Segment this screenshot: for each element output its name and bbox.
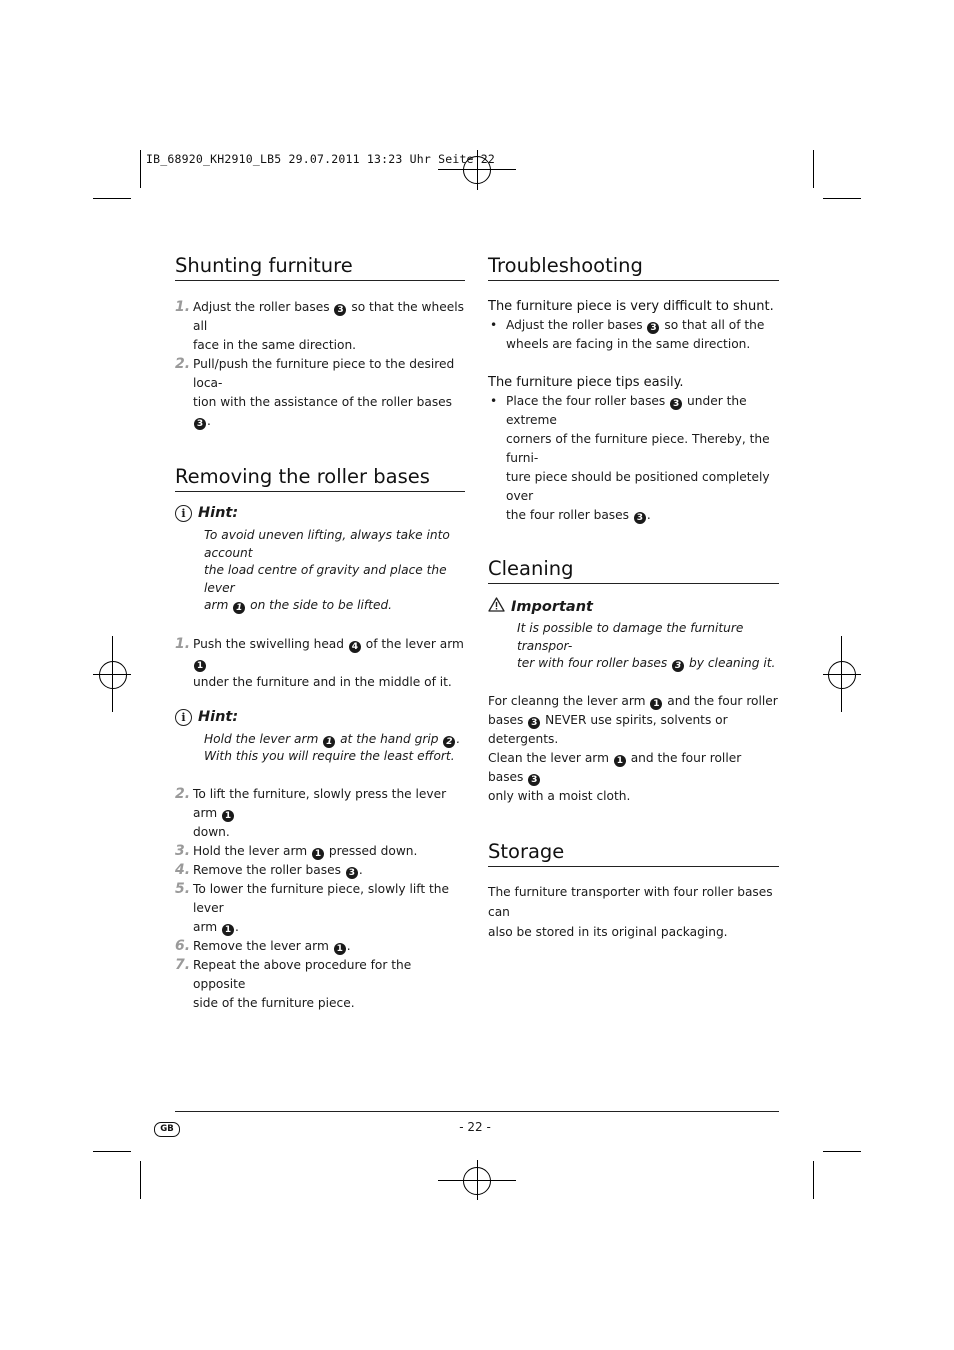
footer-rule bbox=[175, 1111, 779, 1112]
reference-number-badge: 2 bbox=[443, 736, 455, 748]
print-slug-line: IB_68920_KH2910_LB5 29.07.2011 13:23 Uhr Seite 22 bbox=[146, 152, 496, 166]
crop-mark bbox=[823, 1151, 861, 1152]
language-badge: GB bbox=[154, 1122, 180, 1137]
important-heading: Important bbox=[488, 597, 779, 615]
list-item: 6. Remove the lever arm 1 . bbox=[175, 937, 351, 954]
reference-number-badge: 1 bbox=[222, 810, 234, 822]
list-item: • Place the four roller bases 3 under the extreme corners of the furniture piece. Thereby, the furni- ture piece should be positioned completely over the four roller bases 3 . bbox=[488, 392, 779, 525]
section-heading-removing: Removing the roller bases bbox=[175, 465, 465, 492]
left-column bbox=[175, 254, 465, 1013]
step-number: 2. bbox=[175, 785, 191, 802]
right-column bbox=[488, 254, 779, 942]
step-number: 1. bbox=[175, 299, 191, 315]
hint-text: Hold the lever arm 1 at the hand grip 2 . With this you will require the least effort. bbox=[204, 731, 461, 763]
crop-mark bbox=[813, 1161, 814, 1199]
step-number: 5. bbox=[175, 880, 191, 897]
section-heading-storage: Storage bbox=[488, 840, 779, 867]
registration-mark-line bbox=[477, 1160, 478, 1200]
step-number: 3. bbox=[175, 842, 191, 859]
list-item: • Adjust the roller bases 3 so that all of the wheels are facing in the same direction. bbox=[488, 316, 779, 354]
reference-number-badge: 3 bbox=[670, 398, 682, 410]
hint-heading: i Hint: bbox=[175, 709, 465, 726]
reference-number-badge: 1 bbox=[233, 602, 245, 614]
reference-number-badge: 4 bbox=[349, 641, 361, 653]
list-item: 3. Hold the lever arm 1 pressed down. bbox=[175, 842, 418, 859]
registration-mark-line bbox=[823, 674, 861, 675]
reference-number-badge: 1 bbox=[194, 660, 206, 672]
crop-mark bbox=[823, 198, 861, 199]
reference-number-badge: 3 bbox=[672, 660, 684, 672]
reference-number-badge: 1 bbox=[323, 736, 335, 748]
list-item: 2. To lift the furniture, slowly press the lever arm 1 down. bbox=[175, 785, 447, 839]
page-number: - 22 - bbox=[459, 1120, 491, 1134]
reference-number-badge: 1 bbox=[222, 924, 234, 936]
crop-mark bbox=[813, 150, 814, 188]
problem-heading: The furniture piece is very difficult to shunt. bbox=[488, 299, 774, 314]
storage-body: The furniture transporter with four roller bases can also be stored in its original packaging. bbox=[488, 884, 773, 939]
section-heading-troubleshooting: Troubleshooting bbox=[488, 254, 779, 281]
info-icon: i bbox=[175, 505, 192, 522]
list-item: 1. Adjust the roller bases 3 so that the wheels all face in the same direction. bbox=[175, 299, 464, 352]
step-number: 6. bbox=[175, 937, 191, 954]
reference-number-badge: 1 bbox=[614, 755, 626, 767]
list-item: 4. Remove the roller bases 3 . bbox=[175, 861, 363, 878]
list-item: 5. To lower the furniture piece, slowly lift the lever arm 1 . bbox=[175, 880, 450, 935]
step-number: 2. bbox=[175, 356, 191, 372]
reference-number-badge: 1 bbox=[312, 848, 324, 860]
important-text: It is possible to damage the furniture transpor- ter with four roller bases 3 by cleaning it. bbox=[517, 621, 776, 671]
problem-heading: The furniture piece tips easily. bbox=[488, 375, 684, 390]
step-number: 4. bbox=[175, 861, 191, 878]
registration-mark bbox=[828, 661, 856, 689]
list-item: 7. Repeat the above procedure for the opposite side of the furniture piece. bbox=[175, 956, 412, 1010]
list-item: 2. Pull/push the furniture piece to the desired loca- tion with the assistance of the roller bases 3 . bbox=[175, 356, 455, 429]
crop-mark bbox=[93, 1151, 131, 1152]
reference-number-badge: 3 bbox=[346, 867, 358, 879]
registration-mark-line bbox=[112, 636, 113, 712]
step-number: 1. bbox=[175, 635, 191, 652]
hint-text: To avoid uneven lifting, always take into account the load centre of gravity and place the lever arm 1 on the side to be lifted. bbox=[204, 528, 450, 613]
reference-number-badge: 3 bbox=[334, 304, 346, 316]
warning-icon bbox=[488, 597, 505, 612]
registration-mark bbox=[99, 661, 127, 689]
section-heading-shunting: Shunting furniture bbox=[175, 254, 465, 281]
reference-number-badge: 3 bbox=[528, 774, 540, 786]
info-icon: i bbox=[175, 709, 192, 726]
registration-mark-line bbox=[841, 636, 842, 712]
reference-number-badge: 3 bbox=[647, 322, 659, 334]
hint-heading: i Hint: bbox=[175, 505, 465, 522]
crop-mark bbox=[93, 198, 131, 199]
reference-number-badge: 1 bbox=[650, 698, 662, 710]
reference-number-badge: 3 bbox=[194, 418, 206, 430]
cleaning-body: For cleanng the lever arm 1 and the four roller bases 3 NEVER use spirits, solvents or detergents. Clean the lever arm 1 and the four roller bases 3 only with a moist cloth. bbox=[488, 693, 778, 803]
list-item: 1. Push the swivelling head 4 of the lever arm 1 under the furniture and in the middle of it. bbox=[175, 635, 464, 689]
crop-mark bbox=[140, 150, 141, 188]
crop-mark bbox=[140, 1161, 141, 1199]
section-heading-cleaning: Cleaning bbox=[488, 557, 779, 584]
reference-number-badge: 1 bbox=[334, 943, 346, 955]
step-number: 7. bbox=[175, 956, 191, 973]
reference-number-badge: 3 bbox=[634, 512, 646, 524]
reference-number-badge: 3 bbox=[528, 717, 540, 729]
